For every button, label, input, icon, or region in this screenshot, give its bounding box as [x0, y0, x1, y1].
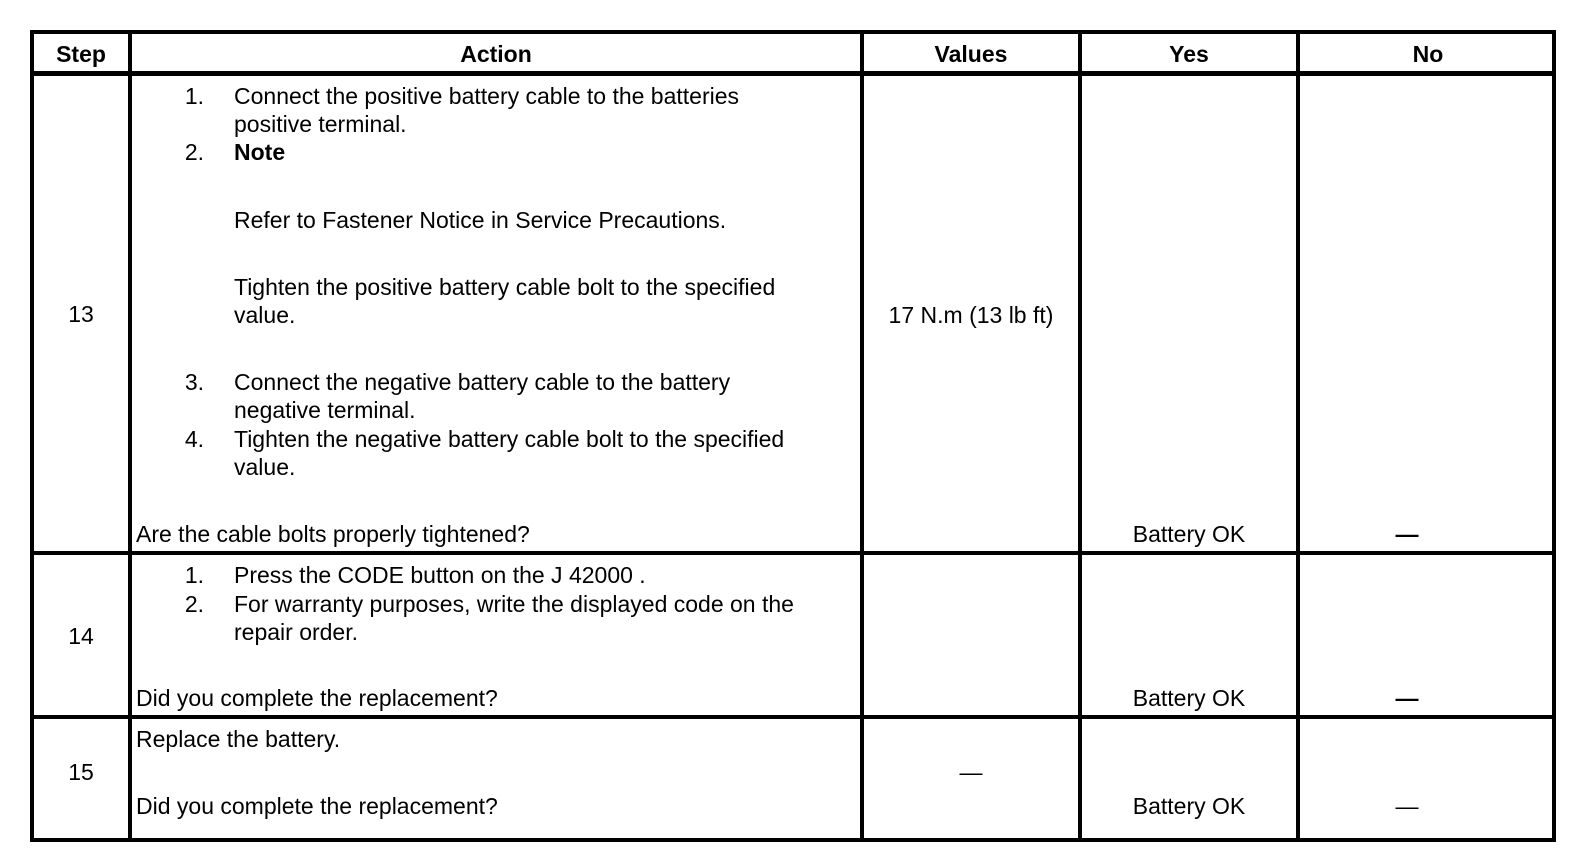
list-item-text: Connect the negative battery cable to the battery — [234, 369, 731, 395]
header-yes: Yes — [1169, 41, 1209, 67]
yes-cell: Battery OK — [1132, 685, 1246, 711]
no-cell: — — [1395, 521, 1419, 547]
header-values: Values — [934, 41, 1008, 67]
value-cell: 17 N.m (13 lb ft) — [888, 302, 1054, 328]
no-cell: — — [1395, 793, 1419, 819]
list-item-text: repair order. — [234, 619, 359, 645]
list-item-text: value. — [234, 454, 296, 480]
list-number: 1. — [184, 562, 204, 588]
question-text: Did you complete the replacement? — [136, 793, 498, 819]
row-divider — [34, 715, 1552, 719]
list-number: 2. — [184, 139, 204, 165]
question-text: Are the cable bolts properly tightened? — [136, 521, 530, 547]
list-item-text: negative terminal. — [234, 397, 416, 423]
note-heading: Note — [234, 139, 286, 165]
yes-cell: Battery OK — [1132, 521, 1246, 547]
list-number: 2. — [184, 591, 204, 617]
step-number: 15 — [68, 759, 94, 785]
list-number: 4. — [184, 426, 204, 452]
note-body: Refer to Fastener Notice in Service Precautions. — [234, 207, 727, 233]
procedure-table — [30, 30, 1556, 842]
header-no: No — [1412, 41, 1444, 67]
list-item-text: positive terminal. — [234, 111, 407, 137]
list-number: 3. — [184, 369, 204, 395]
question-text: Did you complete the replacement? — [136, 685, 498, 711]
header-step: Step — [56, 41, 106, 67]
list-item-text: For warranty purposes, write the displayed code on the — [234, 591, 794, 617]
step-number: 14 — [68, 623, 94, 649]
list-number: 1. — [184, 83, 204, 109]
yes-cell: Battery OK — [1132, 793, 1246, 819]
list-item-text: Connect the positive battery cable to the batteries — [234, 83, 740, 109]
list-item-text: value. — [234, 302, 296, 328]
value-cell: — — [959, 759, 983, 785]
action-text: Replace the battery. — [136, 726, 341, 752]
header-action: Action — [460, 41, 532, 67]
list-item-text: Tighten the negative battery cable bolt to the specified — [234, 426, 785, 452]
list-item-text: Press the CODE button on the J 42000 . — [234, 562, 646, 588]
list-item-text: Tighten the positive battery cable bolt to the specified — [234, 274, 776, 300]
row-divider — [34, 551, 1552, 555]
step-number: 13 — [68, 301, 94, 327]
no-cell: — — [1395, 685, 1419, 711]
